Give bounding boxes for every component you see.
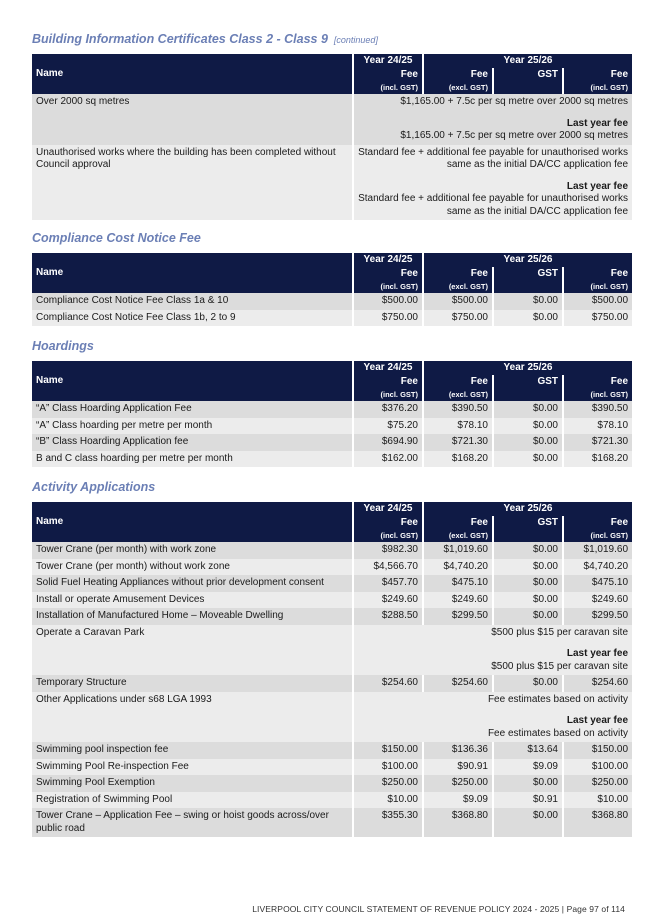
row-name: Compliance Cost Notice Fee Class 1a & 10	[32, 293, 352, 310]
row-name: Unauthorised works where the building has been completed without Council approval	[32, 145, 352, 221]
page-footer: LIVERPOOL CITY COUNCIL STATEMENT OF REVENUE POLICY 2024 - 2025 | Page 97 of 114	[252, 904, 625, 914]
fee-prev-incl-gst: $982.30	[354, 542, 422, 559]
fee-excl-gst: $750.00	[424, 310, 492, 327]
header-blank	[494, 388, 562, 401]
row-name: Swimming Pool Exemption	[32, 775, 352, 792]
fee-prev-incl-gst: $500.00	[354, 293, 422, 310]
header-fee: Fee	[354, 68, 422, 81]
gst-amount: $9.09	[494, 759, 562, 776]
header-fee: Fee	[564, 68, 632, 81]
gst-amount: $0.00	[494, 592, 562, 609]
header-fee: Fee	[424, 375, 492, 388]
fee-incl-gst: $168.20	[564, 451, 632, 468]
fee-prev-incl-gst: $288.50	[354, 608, 422, 625]
fee-excl-gst: $168.20	[424, 451, 492, 468]
gst-amount: $0.00	[494, 418, 562, 435]
last-year-fee-text: $500 plus $15 per caravan site	[491, 660, 629, 672]
last-year-fee-text: $1,165.00 + 7.5c per sq metre over 2000 sq metres	[400, 130, 629, 141]
fee-excl-gst: $78.10	[424, 418, 492, 435]
last-year-fee-label: Last year fee	[566, 715, 629, 726]
header-fee: Fee	[564, 516, 632, 529]
table-row	[32, 401, 632, 418]
last-year-fee-label: Last year fee	[566, 180, 629, 192]
fee-prev-incl-gst: $457.70	[354, 575, 422, 592]
header-fee: Fee	[354, 516, 422, 529]
row-name: Registration of Swimming Pool	[32, 792, 352, 809]
row-name: Other Applications under s68 LGA 1993	[32, 692, 352, 743]
row-name: Swimming pool inspection fee	[32, 742, 352, 759]
header-fee: Fee	[354, 375, 422, 388]
header-incl-gst: (incl. GST)	[564, 529, 632, 542]
section-subtitle: [continued]	[333, 35, 378, 45]
table-row	[32, 434, 632, 451]
header-incl-gst: (incl. GST)	[354, 280, 422, 293]
header-year-prev: Year 24/25	[354, 54, 422, 68]
table-row	[32, 792, 632, 809]
header-blank	[494, 280, 562, 293]
table-row	[32, 145, 632, 221]
header-gst: GST	[494, 375, 562, 388]
row-name: Over 2000 sq metres	[32, 94, 352, 145]
header-incl-gst: (incl. GST)	[564, 81, 632, 94]
gst-amount: $0.00	[494, 775, 562, 792]
gst-amount: $0.00	[494, 559, 562, 576]
header-name: Name	[32, 253, 352, 293]
header-excl-gst: (excl. GST)	[424, 81, 492, 94]
fee-excl-gst: $390.50	[424, 401, 492, 418]
header-incl-gst: (incl. GST)	[354, 529, 422, 542]
section-title: Activity Applications	[32, 480, 156, 494]
fee-prev-incl-gst: $355.30	[354, 808, 422, 837]
fee-prev-incl-gst: $150.00	[354, 742, 422, 759]
header-fee: Fee	[424, 68, 492, 81]
fee-prev-incl-gst: $162.00	[354, 451, 422, 468]
fee-text: Fee estimates based on activity	[487, 693, 629, 705]
row-name: Temporary Structure	[32, 675, 352, 692]
section-title: Hoardings	[32, 339, 94, 353]
fee-prev-incl-gst: $100.00	[354, 759, 422, 776]
header-excl-gst: (excl. GST)	[424, 529, 492, 542]
fee-prev-incl-gst: $75.20	[354, 418, 422, 435]
fee-incl-gst: $500.00	[564, 293, 632, 310]
last-year-fee-text: Fee estimates based on activity	[487, 727, 629, 739]
row-name: Operate a Caravan Park	[32, 625, 352, 676]
row-fee-description	[354, 692, 632, 743]
gst-amount: $0.00	[494, 310, 562, 327]
row-name: “B” Class Hoarding Application fee	[32, 434, 352, 451]
fee-excl-gst: $9.09	[424, 792, 492, 809]
header-fee: Fee	[424, 267, 492, 280]
header-year-prev: Year 24/25	[354, 361, 422, 375]
section-compliance-cost	[32, 230, 629, 326]
fee-incl-gst: $475.10	[564, 575, 632, 592]
row-fee-description	[354, 145, 632, 221]
fee-excl-gst: $254.60	[424, 675, 492, 692]
fee-excl-gst: $4,740.20	[424, 559, 492, 576]
fee-incl-gst: $150.00	[564, 742, 632, 759]
table-row	[32, 418, 632, 435]
row-fee-description	[354, 625, 632, 676]
table-row	[32, 759, 632, 776]
header-gst: GST	[494, 267, 562, 280]
table-row	[32, 742, 632, 759]
fee-prev-incl-gst: $254.60	[354, 675, 422, 692]
fee-incl-gst: $78.10	[564, 418, 632, 435]
fee-excl-gst: $299.50	[424, 608, 492, 625]
table-row	[32, 808, 632, 837]
header-name: Name	[32, 361, 352, 401]
table-row	[32, 559, 632, 576]
table-row	[32, 625, 632, 676]
fee-incl-gst: $390.50	[564, 401, 632, 418]
gst-amount: $0.00	[494, 451, 562, 468]
header-gst: GST	[494, 68, 562, 81]
table-row	[32, 675, 632, 692]
row-name: B and C class hoarding per metre per month	[32, 451, 352, 468]
fee-prev-incl-gst: $249.60	[354, 592, 422, 609]
gst-amount: $0.00	[494, 575, 562, 592]
table-row	[32, 293, 632, 310]
table-row	[32, 451, 632, 468]
table-row	[32, 542, 632, 559]
row-fee-description	[354, 94, 632, 145]
header-year-curr: Year 25/26	[424, 253, 632, 267]
header-year-curr: Year 25/26	[424, 54, 632, 68]
fee-table	[30, 502, 634, 837]
fee-prev-incl-gst: $4,566.70	[354, 559, 422, 576]
table-row	[32, 608, 632, 625]
header-blank	[494, 81, 562, 94]
header-name: Name	[32, 502, 352, 542]
fee-incl-gst: $368.80	[564, 808, 632, 837]
gst-amount: $13.64	[494, 742, 562, 759]
table-row	[32, 94, 632, 145]
fee-excl-gst: $249.60	[424, 592, 492, 609]
row-name: “A” Class hoarding per metre per month	[32, 418, 352, 435]
section-title: Building Information Certificates Class 2 - Class 9 [continued]	[32, 32, 378, 46]
fee-prev-incl-gst: $10.00	[354, 792, 422, 809]
fee-incl-gst: $721.30	[564, 434, 632, 451]
row-name: Installation of Manufactured Home – Moveable Dwelling	[32, 608, 352, 625]
table-row	[32, 575, 632, 592]
header-incl-gst: (incl. GST)	[354, 81, 422, 94]
fee-incl-gst: $249.60	[564, 592, 632, 609]
header-year-curr: Year 25/26	[424, 502, 632, 516]
gst-amount: $0.00	[494, 401, 562, 418]
fee-table	[30, 54, 634, 220]
gst-amount: $0.00	[494, 808, 562, 837]
gst-amount: $0.00	[494, 293, 562, 310]
header-year-prev: Year 24/25	[354, 253, 422, 267]
header-excl-gst: (excl. GST)	[424, 280, 492, 293]
section-title: Compliance Cost Notice Fee	[32, 231, 201, 245]
row-name: “A” Class Hoarding Application Fee	[32, 401, 352, 418]
fee-incl-gst: $254.60	[564, 675, 632, 692]
table-row	[32, 310, 632, 327]
row-name: Tower Crane (per month) with work zone	[32, 542, 352, 559]
gst-amount: $0.91	[494, 792, 562, 809]
gst-amount: $0.00	[494, 608, 562, 625]
fee-text: $1,165.00 + 7.5c per sq metre over 2000 sq metres	[400, 96, 629, 107]
header-incl-gst: (incl. GST)	[564, 280, 632, 293]
row-name: Tower Crane – Application Fee – swing or hoist goods across/over public road	[32, 808, 352, 837]
row-name: Solid Fuel Heating Appliances without prior development consent	[32, 575, 352, 592]
header-fee: Fee	[564, 375, 632, 388]
fee-excl-gst: $721.30	[424, 434, 492, 451]
fee-excl-gst: $500.00	[424, 293, 492, 310]
fee-text: Standard fee + additional fee payable for unauthorised works same as the initial DA/CC application fee	[358, 146, 629, 170]
fee-prev-incl-gst: $250.00	[354, 775, 422, 792]
section-building-info-certs	[32, 31, 629, 220]
table-row	[32, 775, 632, 792]
fee-table	[30, 253, 634, 326]
header-fee: Fee	[424, 516, 492, 529]
fee-prev-incl-gst: $694.90	[354, 434, 422, 451]
fee-prev-incl-gst: $750.00	[354, 310, 422, 327]
header-name: Name	[32, 54, 352, 94]
table-row	[32, 592, 632, 609]
header-gst: GST	[494, 516, 562, 529]
header-fee: Fee	[564, 267, 632, 280]
section-activity-applications	[32, 479, 629, 837]
header-fee: Fee	[354, 267, 422, 280]
fee-prev-incl-gst: $376.20	[354, 401, 422, 418]
header-excl-gst: (excl. GST)	[424, 388, 492, 401]
fee-excl-gst: $136.36	[424, 742, 492, 759]
fee-text: $500 plus $15 per caravan site	[491, 626, 629, 638]
header-year-curr: Year 25/26	[424, 361, 632, 375]
fee-excl-gst: $368.80	[424, 808, 492, 837]
last-year-fee-text: Standard fee + additional fee payable for unauthorised works same as the initial DA/CC application fee	[358, 193, 629, 217]
fee-table	[30, 361, 634, 467]
section-hoardings	[32, 338, 629, 467]
fee-incl-gst: $10.00	[564, 792, 632, 809]
row-name: Install or operate Amusement Devices	[32, 592, 352, 609]
fee-excl-gst: $475.10	[424, 575, 492, 592]
last-year-fee-label: Last year fee	[566, 117, 629, 129]
row-name: Tower Crane (per month) without work zone	[32, 559, 352, 576]
table-row	[32, 692, 632, 743]
fee-excl-gst: $90.91	[424, 759, 492, 776]
fee-excl-gst: $250.00	[424, 775, 492, 792]
gst-amount: $0.00	[494, 542, 562, 559]
header-year-prev: Year 24/25	[354, 502, 422, 516]
fee-incl-gst: $100.00	[564, 759, 632, 776]
fee-incl-gst: $250.00	[564, 775, 632, 792]
row-name: Swimming Pool Re-inspection Fee	[32, 759, 352, 776]
header-incl-gst: (incl. GST)	[564, 388, 632, 401]
gst-amount: $0.00	[494, 434, 562, 451]
fee-incl-gst: $750.00	[564, 310, 632, 327]
last-year-fee-label: Last year fee	[566, 648, 629, 659]
fee-incl-gst: $1,019.60	[564, 542, 632, 559]
fee-incl-gst: $4,740.20	[564, 559, 632, 576]
fee-excl-gst: $1,019.60	[424, 542, 492, 559]
row-name: Compliance Cost Notice Fee Class 1b, 2 to 9	[32, 310, 352, 327]
fee-incl-gst: $299.50	[564, 608, 632, 625]
header-blank	[494, 529, 562, 542]
header-incl-gst: (incl. GST)	[354, 388, 422, 401]
gst-amount: $0.00	[494, 675, 562, 692]
